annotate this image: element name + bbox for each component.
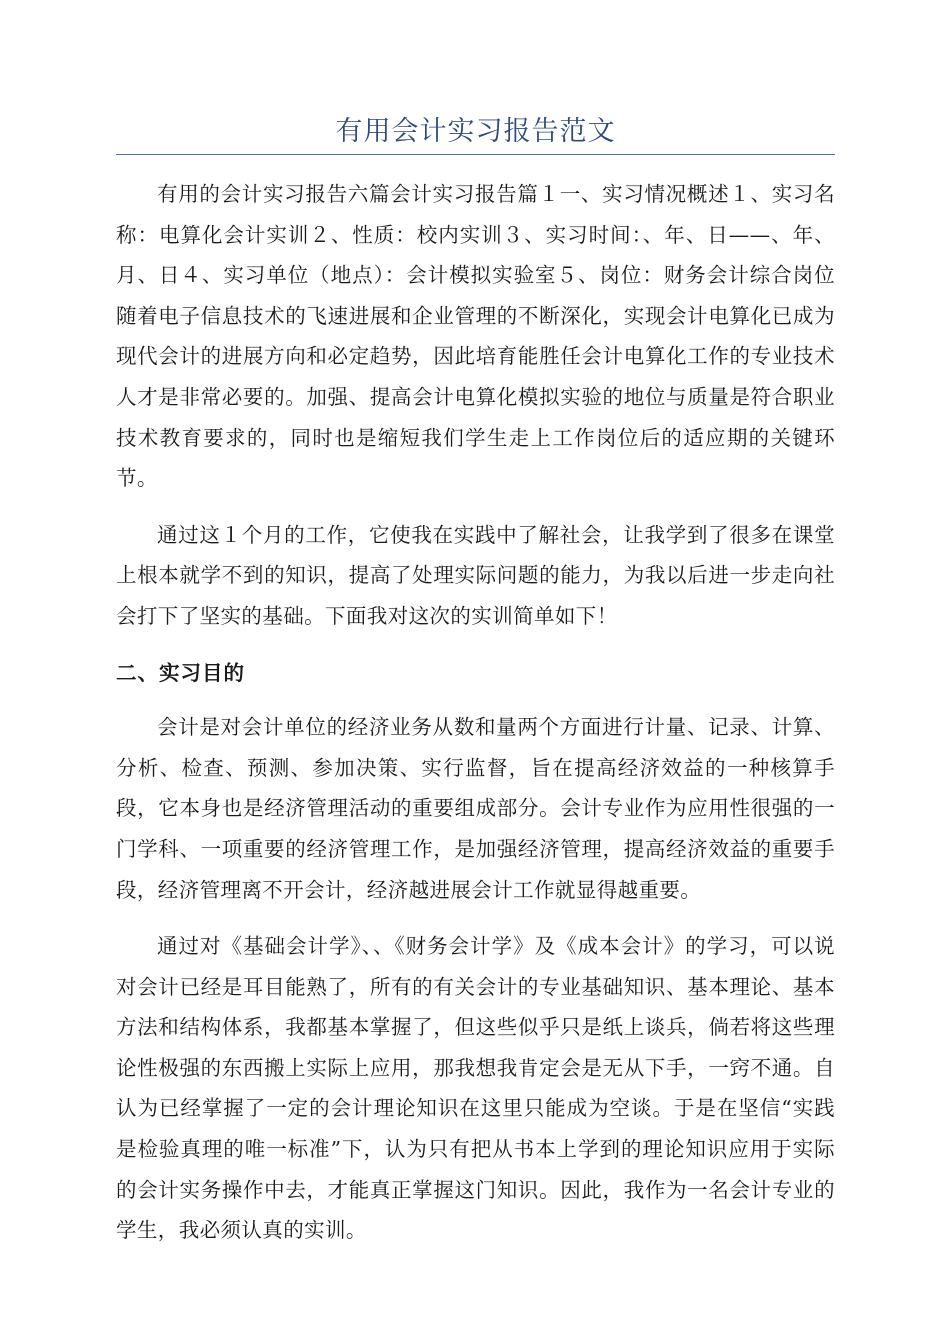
document-title: 有用会计实习报告范文: [335, 116, 616, 147]
document-body: [116, 174, 835, 1267]
title-underline: [116, 154, 835, 155]
paragraph-1: 有用的会计实习报告六篇会计实习报告篇１一、实习情况概述１、实习名称：电算化会计实训２、性质：校内实训３、实习时间：、年、日——、年、月、日４、实习单位（地点）：会计模拟实验室５、岗位：财务会计综合岗位随着电子信息技术的飞速进展和企业管理的不断深化，实现会计电算化已成为现代会计的进展方向和必定趋势，因此培育能胜任会计电算化工作的专业技术人才是非常必要的。加强、提高会计电算化模拟实验的地位与质量是符合职业技术教育要求的，同时也是缩短我们学生走上工作岗位后的适应期的关键环节。: [116, 182, 835, 491]
paragraph-2: 通过这１个月的工作，它使我在实践中了解社会，让我学到了很多在课堂上根本就学不到的知识，提高了处理实际问题的能力，为我以后进一步走向社会打下了坚实的基础。下面我对这次的实训简单如下！: [116, 522, 835, 628]
paragraph-3: 会计是对会计单位的经济业务从数和量两个方面进行计量、记录、计算、分析、检查、预测、参加决策、实行监督，旨在提高经济效益的一种核算手段，它本身也是经济管理活动的重要组成部分。会计专业作为应用性很强的一门学科、一项重要的经济管理工作，是加强经济管理，提高经济效益的重要手段，经济管理离不开会计，经济越进展会计工作就显得越重要。: [116, 715, 835, 902]
paragraph-4: 通过对《基础会计学》、、《财务会计学》及《成本会计》的学习，可以说对会计已经是耳目能熟了，所有的有关会计的专业基础知识、基本理论、基本方法和结构体系，我都基本掌握了，但这些似乎只是纸上谈兵，倘若将这些理论性极强的东西搬上实际上应用，那我想我肯定会是无从下手，一窍不通。自认为已经掌握了一定的会计理论知识在这里只能成为空谈。于是在坚信“实践是检验真理的唯一标准”下，认为只有把从书本上学到的理论知识应用于实际的会计实务操作中去，才能真正掌握这门知识。因此，我作为一名会计专业的学生，我必须认真的实训。: [116, 934, 835, 1243]
section-heading: 二、实习目的: [116, 660, 245, 685]
